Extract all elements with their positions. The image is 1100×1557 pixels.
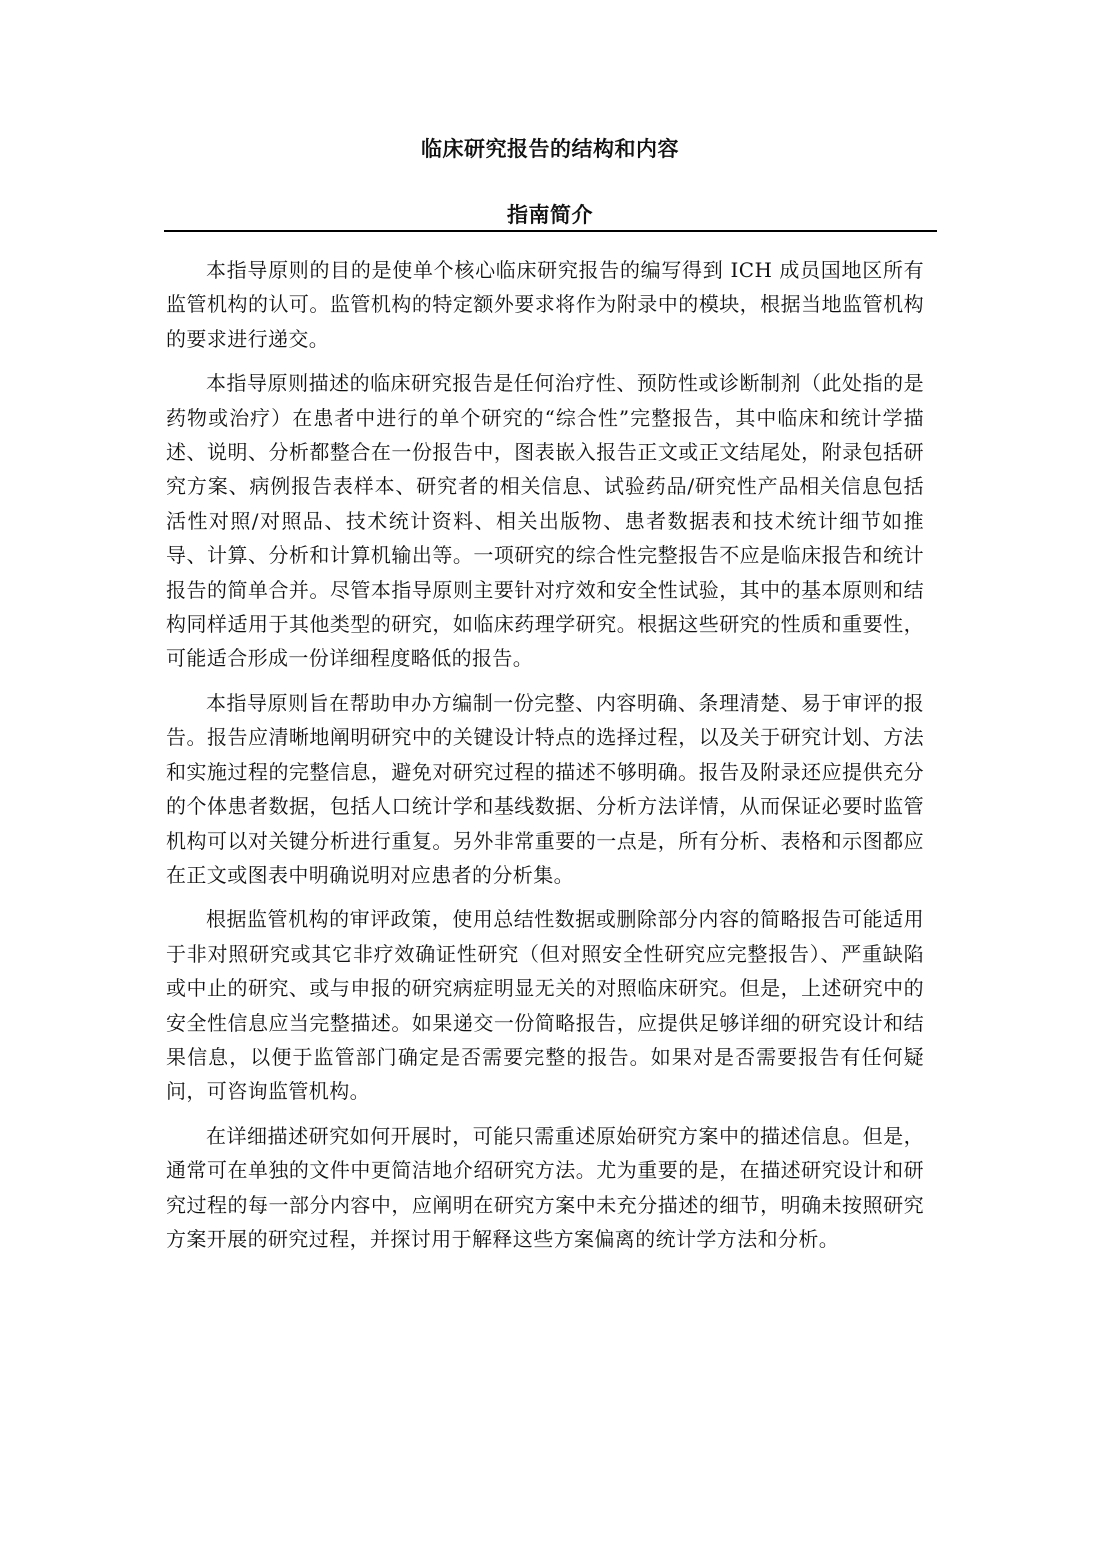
document-body [166, 253, 924, 1266]
heading-underline [164, 230, 937, 232]
document-title: 临床研究报告的结构和内容 [421, 137, 679, 161]
paragraph-scope: 本指导原则描述的临床研究报告是任何治疗性、预防性或诊断制剂（此处指的是药物或治疗）在患者中进行的单个研究的“综合性”完整报告，其中临床和统计学描述、说明、分析都整合在一份报告中，图表嵌入报告正文或正文结尾处，附录包括研究方案、病例报告表样本、研究者的相关信息、试验药品/研究性产品相关信息包括活性对照/对照品、技术统计资料、相关出版物、患者数据表和技术统计细节如推导、计算、分析和计算机输出等。一项研究的综合性完整报告不应是临床报告和统计报告的简单合并。尽管本指导原则主要针对疗效和安全性试验，其中的基本原则和结构同样适用于其他类型的研究，如临床药理学研究。根据这些研究的性质和重要性，可能适合形成一份详细程度略低的报告。 [166, 371, 924, 671]
paragraph-study-conduct: 在详细描述研究如何开展时，可能只需重述原始研究方案中的描述信息。但是，通常可在单独的文件中更简洁地介绍研究方法。尤为重要的是，在描述研究设计和研究过程的每一部分内容中，应阐明在研究方案中未充分描述的细节，明确未按照研究方案开展的研究过程，并探讨用于解释这些方案偏离的统计学方法和分析。 [166, 1123, 924, 1251]
section-heading: 指南简介 [507, 203, 593, 227]
paragraph-abbreviated-reports: 根据监管机构的审评政策，使用总结性数据或删除部分内容的简略报告可能适用于非对照研究或其它非疗效确证性研究（但对照安全性研究应完整报告）、严重缺陷或中止的研究、或与申报的研究病症明显无关的对照临床研究。但是，上述研究中的安全性信息应当完整描述。如果递交一份简略报告，应提供足够详细的研究设计和结果信息，以便于监管部门确定是否需要完整的报告。如果对是否需要报告有任何疑问，可咨询监管机构。 [166, 907, 924, 1104]
paragraph-aim: 本指导原则旨在帮助申办方编制一份完整、内容明确、条理清楚、易于审评的报告。报告应清晰地阐明研究中的关键设计特点的选择过程，以及关于研究计划、方法和实施过程的完整信息，避免对研究过程的描述不够明确。报告及附录还应提供充分的个体患者数据，包括人口统计学和基线数据、分析方法详情，从而保证必要时监管机构可以对关键分析进行重复。另外非常重要的一点是，所有分析、表格和示图都应在正文或图表中明确说明对应患者的分析集。 [166, 690, 924, 887]
paragraph-purpose: 本指导原则的目的是使单个核心临床研究报告的编写得到 ICH 成员国地区所有监管机构的认可。监管机构的特定额外要求将作为附录中的模块，根据当地监管机构的要求进行递交。 [166, 258, 924, 351]
